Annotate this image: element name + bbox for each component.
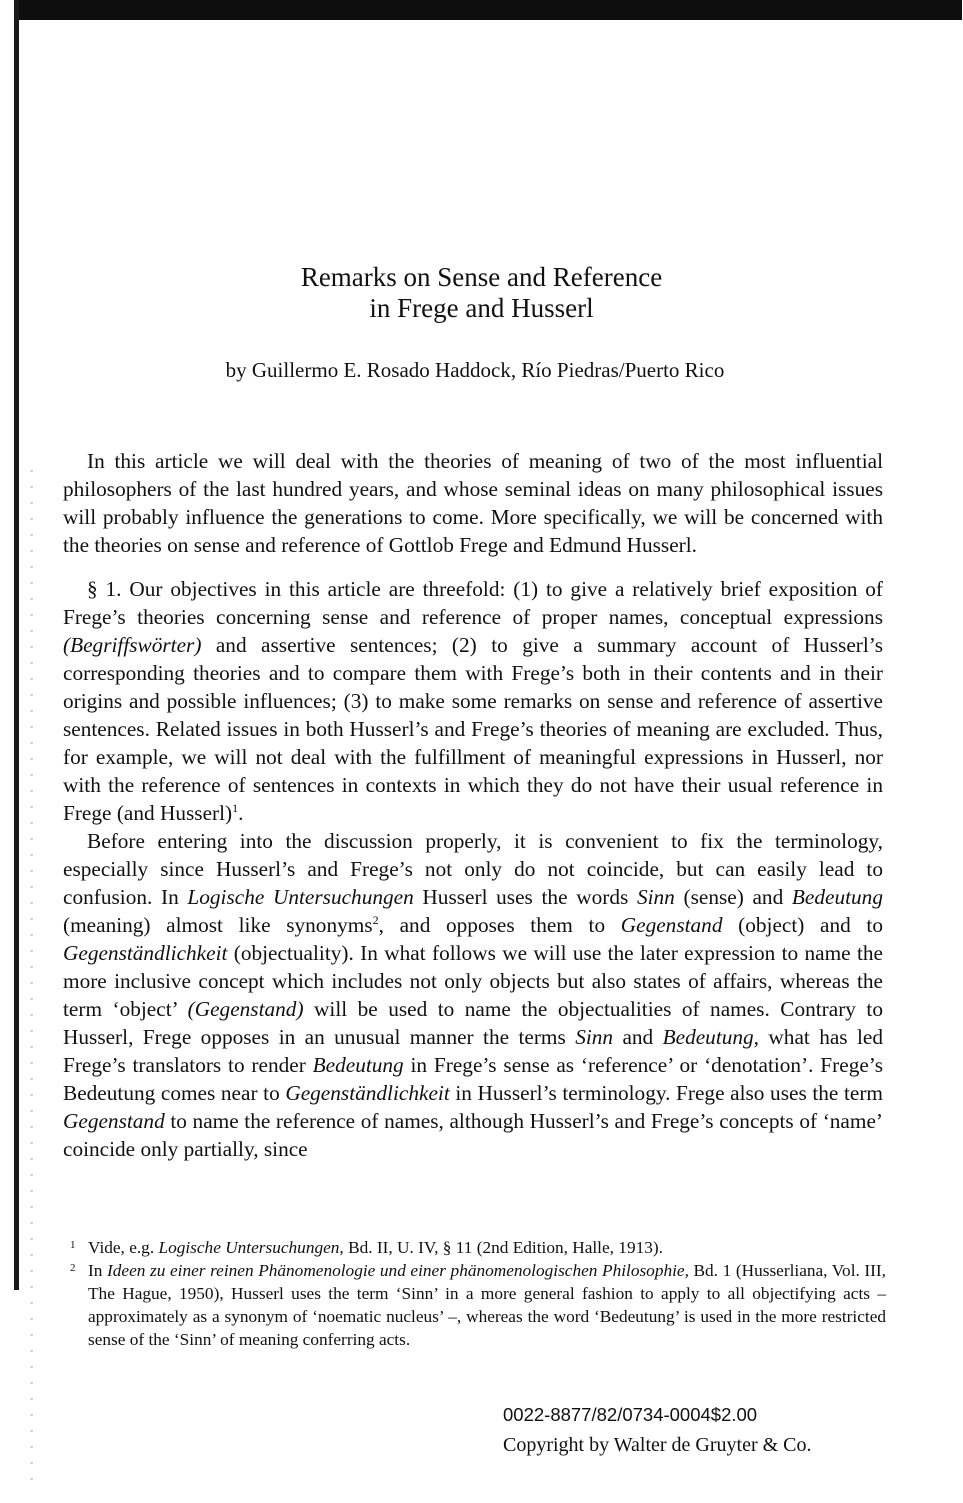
article-title xyxy=(0,262,963,324)
footnote-ref-2: 2 xyxy=(372,912,379,927)
scan-margin-marks xyxy=(30,470,33,1490)
footnote-number-2: 2 xyxy=(70,1262,76,1274)
author-byline: by Guillermo E. Rosado Haddock, Río Piedras/Puerto Rico xyxy=(225,358,725,382)
footnotes xyxy=(70,1236,886,1351)
left-border-rule xyxy=(14,0,19,1290)
copyright-line: Copyright by Walter de Gruyter & Co. xyxy=(503,1434,812,1456)
footnote-2: 2 In Ideen zu einer reinen Phänomenologie und einer phänomenologischen Philosophie, Bd. 1 (Husserliana, Vol. III, The Hague, 1950), Husserl uses the term ‘Sinn’ in a more general fashion to apply to all objectifying acts – approximately as a synonym of ‘noematic nucleus’ –, whereas the word ‘Bedeutung’ is used in the more restricted sense of the ‘Sinn’ of meaning conferring acts. xyxy=(70,1259,886,1351)
section-1-paragraph: § 1. Our objectives in this article are threefold: (1) to give a relatively brief exposition of Frege’s theories concerning sense and reference of proper names, conceptual expressions (Begriffswörter) and assertive sentences; (2) to give a summary account of Husserl’s corresponding theories and to compare them with Frege’s both in their contents and in their origins and possible influences; (3) to make some remarks on sense and reference of assertive sentences. Related issues in both Husserl’s and Frege’s theories of meaning are excluded. Thus, for example, we will not deal with the fulfillment of meaningful expressions in Husserl, nor with the reference of sentences in contexts in which they do not have their usual reference in Frege (and Husserl)$^1$. xyxy=(63,577,883,825)
top-border-rule xyxy=(14,0,962,20)
terminology-paragraph: Before entering into the discussion properly, it is convenient to fix the terminology, especially since Husserl’s and Frege’s not only do not coincide, but can easily lead to confusion. In Logische Untersuchungen Husserl uses the words Sinn (sense) and Bedeutung (meaning) almost like synonyms$^2$, and opposes them to Gegenstand (object) and to Gegenständlichkeit (objectuality). In what follows we will use the later expression to name the more inclusive concept which includes not only objects but also states of affairs, whereas the term ‘object’ (Gegenstand) will be used to name the objectualities of names. Contrary to Husserl, Frege opposes in an unusual manner the terms Sinn and Bedeutung, what has led Frege’s translators to render Bedeutung in Frege’s sense as ‘reference’ or ‘denotation’. Frege’s Bedeutung comes near to Gegenständlichkeit in Husserl’s terminology. Frege also uses the term Gegenstand to name the reference of names, although Husserl’s and Frege’s concepts of ‘name’ coincide only partially, since xyxy=(63,829,884,1161)
article-body xyxy=(63,447,883,1163)
footnote-ref-1: 1 xyxy=(232,800,239,815)
issn-price-code: 0022-8877/82/0734-0004$2.00 xyxy=(503,1404,758,1425)
title-line-2: in Frege and Husserl xyxy=(369,293,594,323)
title-line-1: Remarks on Sense and Reference xyxy=(300,262,663,292)
footnote-number-1: 1 xyxy=(70,1239,76,1251)
footnote-1: 1 Vide, e.g. Logische Untersuchungen, Bd. II, U. IV, § 11 (2nd Edition, Halle, 1913). xyxy=(70,1236,886,1259)
copyright-block xyxy=(503,1400,812,1460)
intro-paragraph: In this article we will deal with the theories of meaning of two of the most influential philosophers of the last hundred years, and whose seminal ideas on many philosophical issues will probably influence the generations to come. More specifically, we will be concerned with the theories on sense and reference of Gottlob Frege and Edmund Husserl. xyxy=(63,449,883,557)
